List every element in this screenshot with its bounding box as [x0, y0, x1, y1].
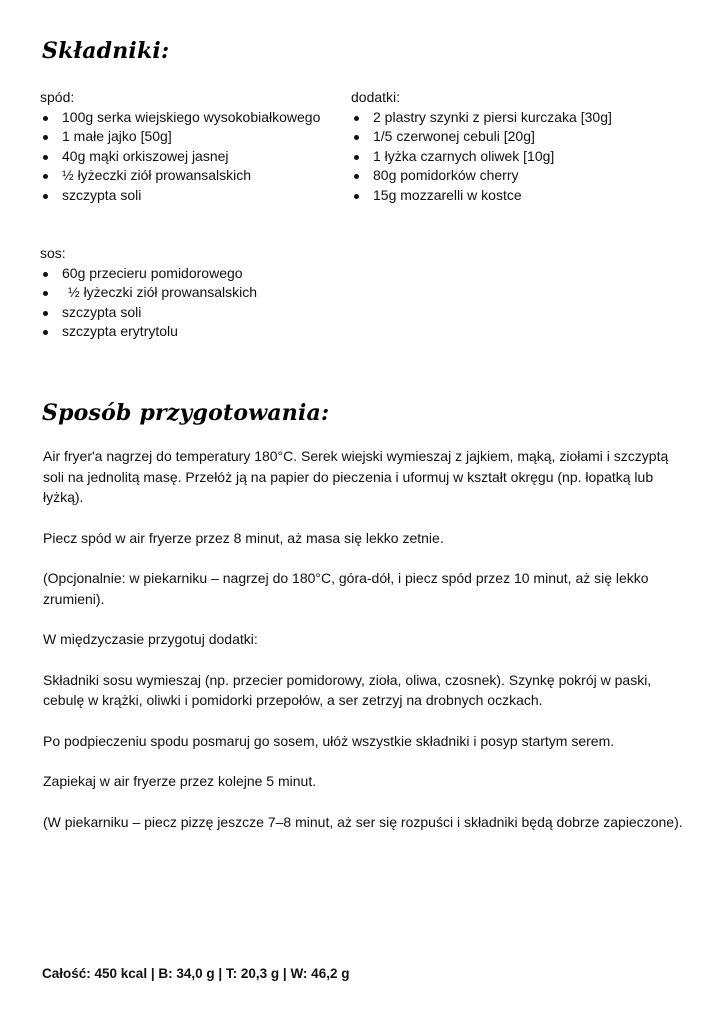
- sauce-ingredients: [40, 244, 330, 342]
- method-heading: Sposób przygotowania:: [42, 400, 330, 426]
- method-paragraph: (W piekarniku – piecz pizzę jeszcze 7–8 minut, aż ser się rozpuści i składniki będą dobrze zapieczone).: [43, 813, 683, 830]
- list-item: ½ łyżeczki ziół prowansalskich: [68, 284, 258, 300]
- list-item: 1 małe jajko [50g]: [62, 128, 172, 144]
- list-item: 1/5 czerwonej cebuli [20g]: [373, 128, 535, 144]
- list-item: szczypta erytrytolu: [62, 323, 178, 339]
- list-item: 60g przecieru pomidorowego: [62, 264, 243, 281]
- base-label: spód:: [40, 89, 75, 105]
- ingredients-heading: Składniki:: [42, 38, 170, 64]
- nutrition-summary: Całość: 450 kcal | B: 34,0 g | T: 20,3 g | W: 46,2 g: [42, 966, 350, 981]
- method-paragraph: Zapiekaj w air fryerze przez kolejne 5 minut.: [43, 773, 317, 789]
- method-paragraph: Air fryer'a nagrzej do temperatury 180°C. Serek wiejski wymieszaj z jajkiem, mąką, ziołami i szczyptą soli na jednolitą masę. Przełóż ją na papier do pieczenia i uformuj w kształt okręgu (np. łopatką lub łyżką).: [43, 448, 669, 505]
- toppings-list: [351, 108, 691, 206]
- list-item: 100g serka wiejskiego wysokobiałkowego: [62, 108, 321, 125]
- method-paragraph: Po podpieczeniu spodu posmaruj go sosem, ułóż wszystkie składniki i posyp startym serem.: [43, 732, 615, 749]
- list-item: 2 plastry szynki z piersi kurczaka [30g]: [373, 108, 612, 125]
- base-list: [40, 108, 330, 206]
- base-ingredients: [40, 88, 330, 205]
- list-item: ½ łyżeczki ziół prowansalskich: [62, 167, 252, 183]
- list-item: 1 łyżka czarnych oliwek [10g]: [373, 147, 555, 164]
- toppings-label: dodatki:: [351, 89, 401, 105]
- method-paragraph: W międzyczasie przygotuj dodatki:: [43, 631, 258, 647]
- toppings-ingredients: [351, 88, 691, 205]
- list-item: szczypta soli: [62, 303, 142, 320]
- method-paragraph: Składniki sosu wymieszaj (np. przecier pomidorowy, zioła, oliwa, czosnek). Szynkę pokrój w paski, cebulę w krążki, oliwki i pomidorki przepołów, a ser zetrzyj na drobnych oczkach.: [43, 671, 652, 708]
- method-text: [43, 446, 683, 852]
- sauce-list: [40, 264, 330, 342]
- list-item: szczypta soli: [62, 186, 142, 203]
- method-paragraph: (Opcjonalnie: w piekarniku – nagrzej do 180°C, góra-dół, i piecz spód przez 10 minut, aż się lekko zrumieni).: [43, 570, 649, 607]
- list-item: 15g mozzarelli w kostce: [373, 186, 522, 203]
- list-item: 40g mąki orkiszowej jasnej: [62, 147, 229, 164]
- method-paragraph: Piecz spód w air fryerze przez 8 minut, aż masa się lekko zetnie.: [43, 529, 444, 546]
- list-item: 80g pomidorków cherry: [373, 167, 519, 183]
- sauce-label: sos:: [40, 245, 66, 261]
